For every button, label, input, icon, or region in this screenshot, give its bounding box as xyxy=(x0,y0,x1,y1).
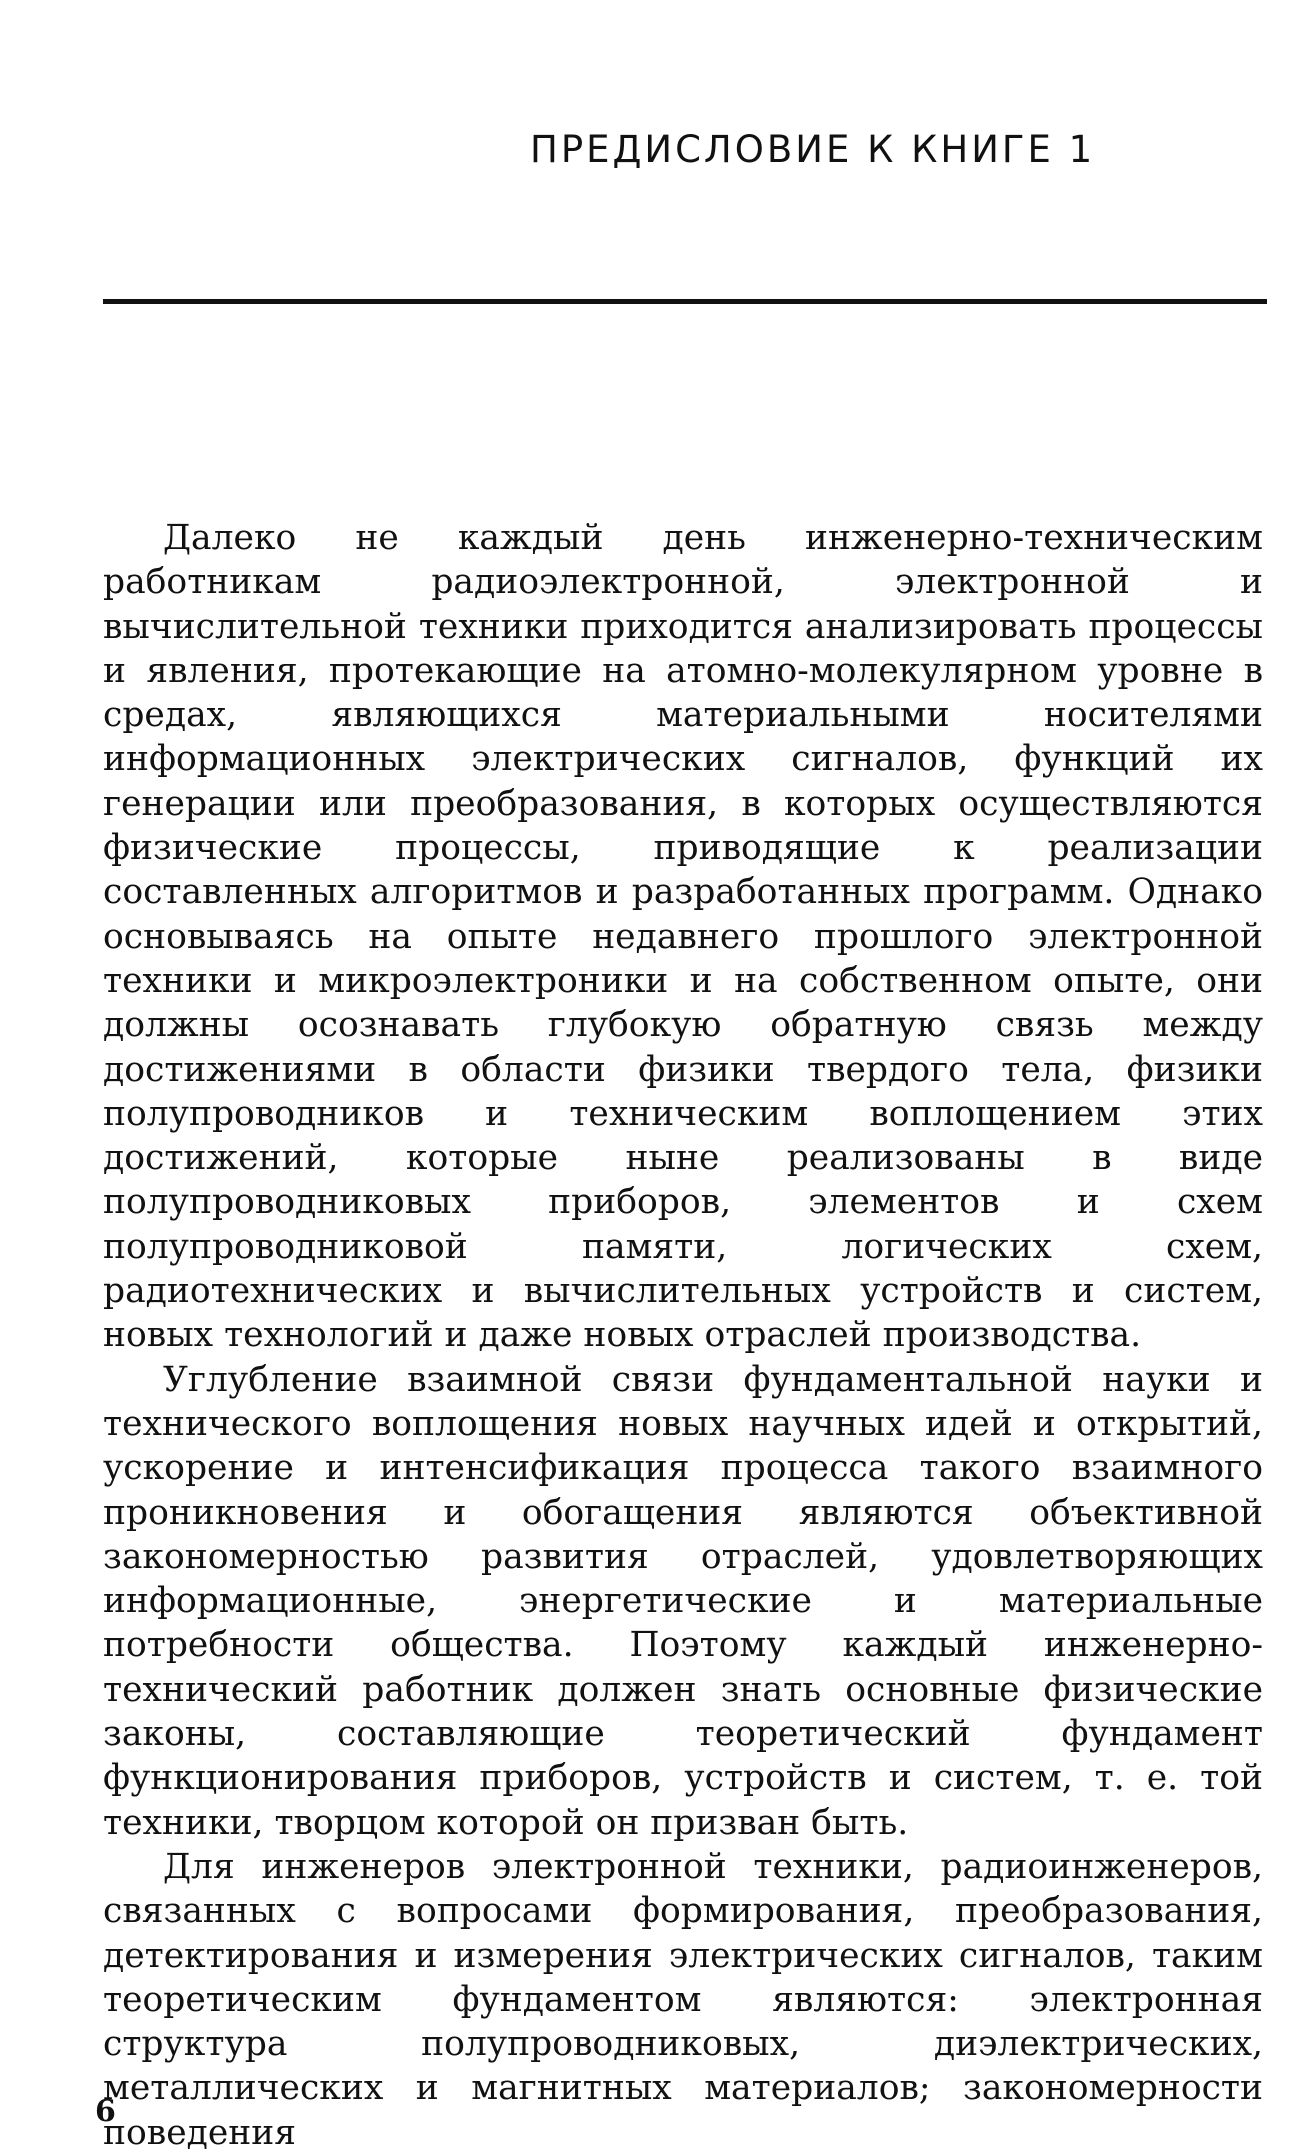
paragraph-3: Для инженеров электронной техники, радиоинженеров, связанных с вопросами формирования, преобразования, детектирования и измерения электрических сигналов, таким теоретическим фундаментом являются: электронная структура полупроводниковых, диэлектрических, металлических и магнитных материалов; закономерности поведения xyxy=(103,1846,1263,2153)
page-number: 6 xyxy=(95,2094,116,2129)
paragraph-2: Углубление взаимной связи фундаментальной науки и технического воплощения новых научных идей и открытий, ускорение и интенсификация процесса такого взаимного проникновения и обогащения являются объективной закономерностью развития отраслей, удовлетворяющих информационные, энергетические и материальные потребности общества. Поэтому каждый инженерно-технический работник должен знать основные физические законы, составляющие теоретический фундамент функционирования приборов, устройств и систем, т. е. той техники, творцом которой он призван быть. xyxy=(103,1359,1263,1843)
paragraph-1: Далеко не каждый день инженерно-техническим работникам радиоэлектронной, электронной и вычислительной техники приходится анализировать процессы и явления, протекающие на атомно-молекулярном уровне в средах, являющихся материальными носителями информационных электрических сигналов, функций их генерации или преобразования, в которых осуществляются физические процессы, приводящие к реализации составленных алгоритмов и разработанных программ. Однако основываясь на опыте недавнего прошлого электронной техники и микроэлектроники и на собственном опыте, они должны осознавать глубокую обратную связь между достижениями в области физики твердого тела, физики полупроводников и техническим воплощением этих достижений, которые ныне реализованы в виде полупроводниковых приборов, элементов и схем полупроводниковой памяти, логических схем, радиотехнических и вычислительных устройств и систем, новых технологий и даже новых отраслей производства. xyxy=(103,518,1263,1356)
chapter-title: ПРЕДИСЛОВИЕ К КНИГЕ 1 xyxy=(530,128,1096,171)
header-rule xyxy=(103,299,1267,304)
body-text xyxy=(103,516,1263,2155)
